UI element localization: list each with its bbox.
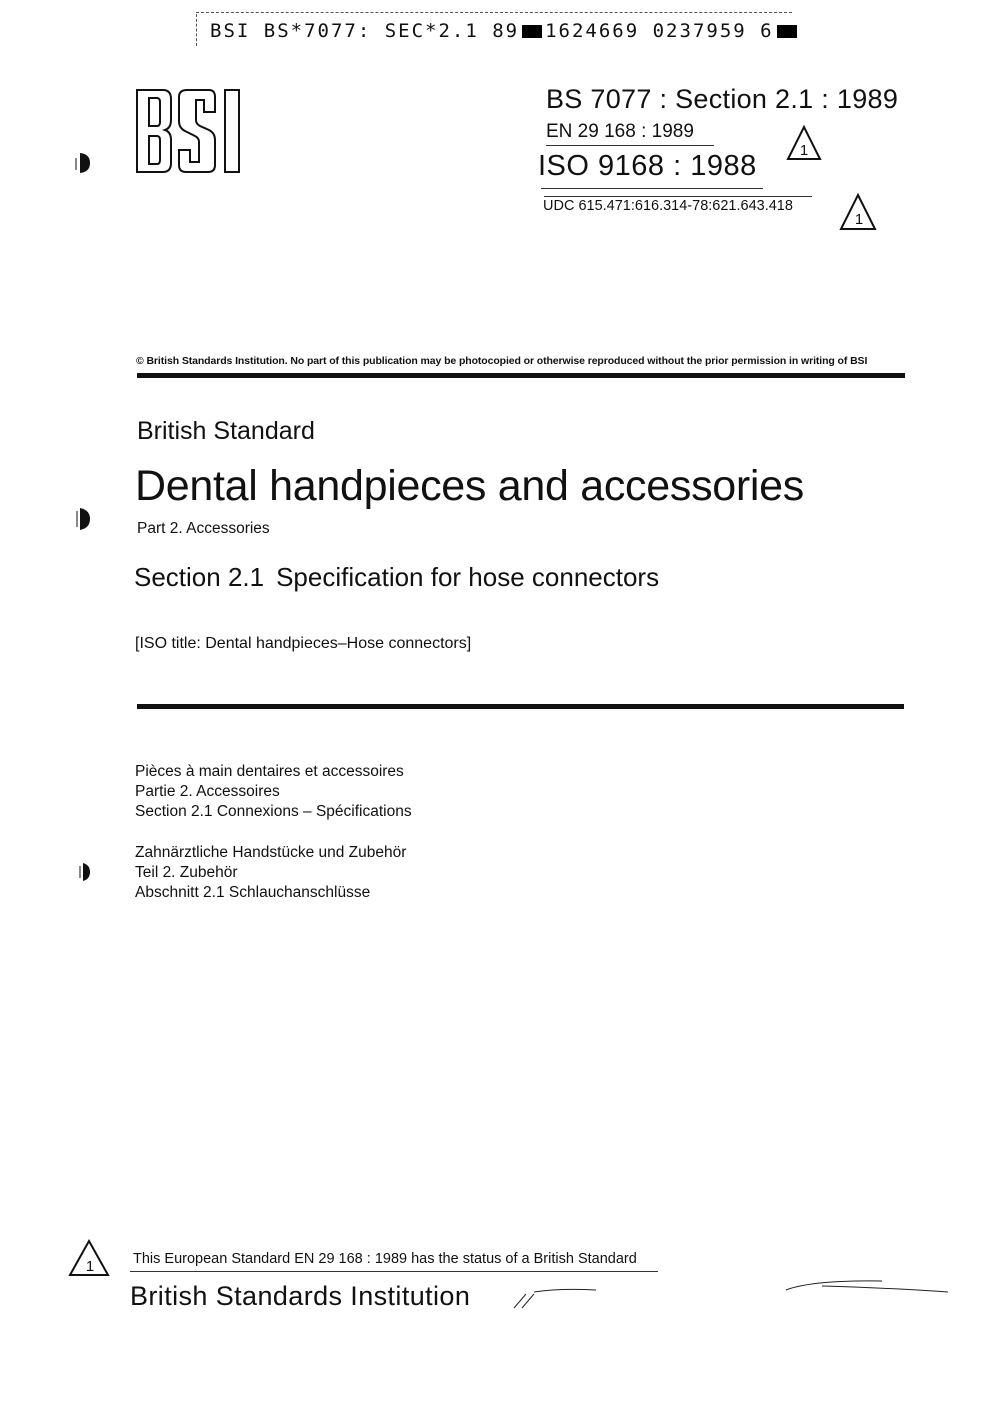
punch-hole-mark bbox=[74, 150, 94, 176]
en-underline bbox=[546, 145, 714, 146]
pen-stroke-mark bbox=[782, 1276, 952, 1296]
punch-hole-mark bbox=[78, 860, 94, 884]
udc-classification: UDC 615.471:616.314-78:621.643.418 bbox=[543, 198, 793, 214]
udc-overline bbox=[544, 196, 812, 197]
iso-identifier: ISO 9168 : 1988 bbox=[538, 150, 757, 182]
section-number: Section 2.1 bbox=[134, 562, 265, 592]
document-kind: British Standard bbox=[137, 417, 315, 445]
code-block-mark bbox=[777, 25, 797, 38]
german-title-line: Teil 2. Zubehör bbox=[135, 864, 238, 881]
section-heading bbox=[134, 562, 659, 593]
iso-title: [ISO title: Dental handpieces–Hose connectors] bbox=[135, 635, 472, 652]
amendment-triangle-icon bbox=[67, 1238, 111, 1278]
copyright-notice: © British Standards Institution. No part of this publication may be photocopied or otherwise reproduced without the prior permission in writing of BSI bbox=[136, 355, 868, 367]
german-title-line: Abschnitt 2.1 Schlauchanschlüsse bbox=[135, 884, 371, 901]
amendment-triangle-icon bbox=[785, 124, 823, 162]
divider-rule bbox=[137, 373, 905, 378]
german-title-line: Zahnärztliche Handstücke und Zubehör bbox=[135, 844, 407, 861]
document-code-b: 1624669 0237959 6 bbox=[545, 20, 774, 42]
svg-text:1: 1 bbox=[854, 211, 864, 228]
footer-underline bbox=[130, 1271, 658, 1272]
part-title: Part 2. Accessories bbox=[137, 520, 270, 537]
bsi-logo bbox=[133, 86, 245, 176]
section-title: Specification for hose connectors bbox=[276, 562, 660, 592]
document-code-a: BSI BS*7077: SEC*2.1 89 bbox=[210, 20, 520, 42]
french-title-line: Partie 2. Accessoires bbox=[135, 783, 280, 800]
iso-underline bbox=[541, 188, 763, 189]
en-identifier: EN 29 168 : 1989 bbox=[546, 121, 694, 142]
amendment-triangle-icon bbox=[838, 192, 878, 232]
french-title-line: Section 2.1 Connexions – Spécifications bbox=[135, 803, 412, 820]
page-title: Dental handpieces and accessories bbox=[135, 462, 804, 510]
svg-text:1: 1 bbox=[85, 1258, 95, 1275]
pen-stroke-mark bbox=[510, 1284, 600, 1312]
publisher-name: British Standards Institution bbox=[130, 1281, 471, 1311]
header-code-strip bbox=[196, 12, 792, 48]
document-code bbox=[210, 20, 800, 42]
divider-rule bbox=[137, 704, 904, 709]
french-title-line: Pièces à main dentaires et accessoires bbox=[135, 763, 404, 780]
status-note: This European Standard EN 29 168 : 1989 has the status of a British Standard bbox=[133, 1251, 637, 1267]
punch-hole-mark bbox=[74, 505, 94, 533]
code-block-mark bbox=[522, 25, 542, 38]
bs-identifier: BS 7077 : Section 2.1 : 1989 bbox=[546, 84, 899, 114]
svg-text:1: 1 bbox=[799, 142, 809, 159]
